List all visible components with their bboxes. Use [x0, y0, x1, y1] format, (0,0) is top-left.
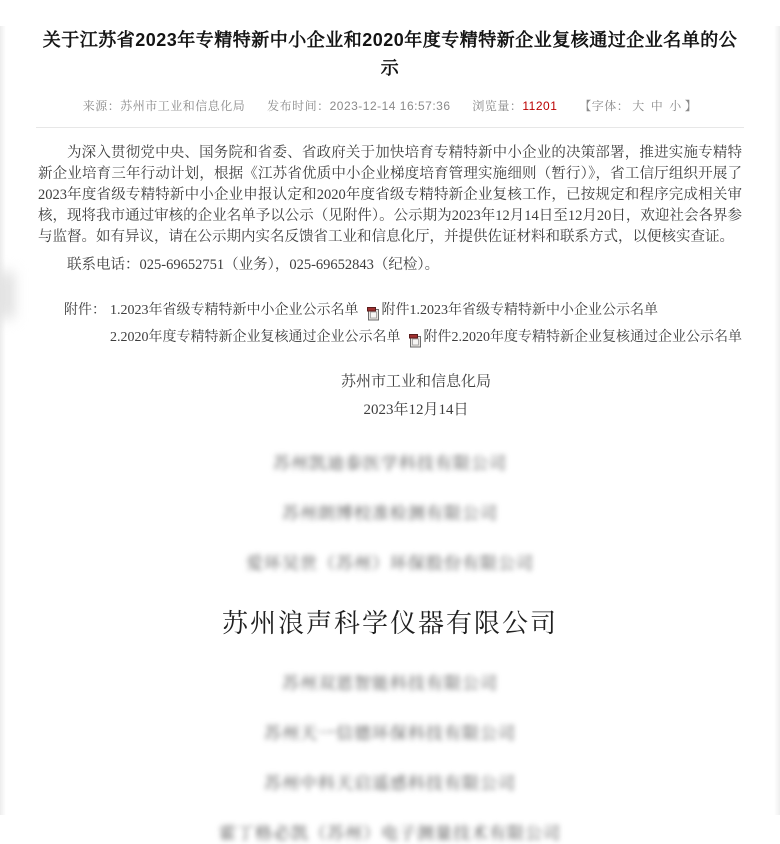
views-segment	[472, 99, 557, 113]
contact-line: 联系电话：025-69652751（业务），025-69652843（纪检）。	[67, 257, 440, 273]
font-size-large-button[interactable]: 大	[632, 99, 645, 113]
pubtime-label: 发布时间：	[267, 99, 330, 113]
company-name-blurred: 霍丁格必凯（苏州）电子测量技术有限公司	[219, 824, 561, 843]
company-name-blurred: 苏州凯迪泰医学科技有限公司	[273, 454, 507, 473]
company-name-blurred: 苏州中科天启遥感科技有限公司	[264, 774, 516, 793]
pubtime-segment	[267, 99, 450, 113]
attachment-row	[64, 324, 744, 351]
announcement-page	[0, 26, 780, 843]
attachment-link[interactable]: 附件1.2023年省级专精特新中小企业公示名单	[381, 303, 658, 318]
attachment-row	[64, 297, 744, 324]
signature-org: 苏州市工业和信息化局	[340, 374, 491, 390]
signature-date: 2023年12月14日	[363, 402, 469, 418]
company-name-blurred: 苏州双恩智能科技有限公司	[282, 674, 498, 693]
archive-file-icon	[367, 304, 380, 318]
font-size-label: 【字体：	[579, 99, 630, 113]
font-size-control	[579, 99, 697, 113]
attachments-label: 附件：	[64, 303, 106, 318]
company-name-blurred: 爱环吴世（苏州）环保股份有限公司	[246, 554, 534, 573]
font-size-label-close: 】	[684, 99, 698, 113]
attachment-name: 2.2020年度专精特新企业复核通过企业公示名单	[110, 330, 401, 345]
signature-block	[62, 368, 770, 424]
views-label: 浏览量：	[472, 99, 523, 113]
source-value: 苏州市工业和信息化局	[120, 99, 246, 113]
font-size-medium-button[interactable]: 中	[650, 99, 664, 113]
attachments-section	[64, 297, 744, 351]
company-name-highlighted: 苏州浪声科学仪器有限公司	[221, 609, 558, 638]
announcement-paragraph: 为深入贯彻党中央、国务院和省委、省政府关于加快培育专精特新中小企业的决策部署，推进实施专精特新企业培育三年行动计划，根据《江苏省优质中小企业梯度培育管理实施细则（暂行）》，省工信厅组织开展了2023年度省级专精特新中小企业申报认定和2020年度省级专精特新企业复核工作，已按规定和程序完成相关审核，现将我市通过审核的企业名单予以公示（见附件）。公示期为2023年12月14日至12月20日，欢迎社会各界参与监督。如有异议，请在公示期内实名反馈省工业和信息化厅，并提供佐证材料和联系方式，以便核实查证。	[38, 145, 742, 245]
archive-file-icon	[409, 331, 422, 345]
attachment-link[interactable]: 附件2.2020年度专精特新企业复核通过企业公示名单	[423, 330, 742, 345]
pubtime-value: 2023-12-14 16:57:36	[329, 99, 451, 113]
company-name-blurred: 苏州天一信德环保科技有限公司	[264, 724, 516, 743]
article-content	[0, 26, 780, 844]
header-divider	[36, 127, 744, 128]
source-segment	[83, 99, 246, 113]
company-name-blurred: 苏州朗博校准检测有限公司	[282, 504, 498, 523]
article-meta	[36, 97, 744, 114]
font-size-small-button[interactable]: 小	[669, 99, 682, 113]
company-list	[36, 449, 744, 844]
views-count: 11201	[522, 99, 558, 113]
source-label: 来源：	[82, 99, 121, 113]
page-title: 关于江苏省2023年专精特新中小企业和2020年度专精特新企业复核通过企业名单的公示	[42, 30, 738, 78]
attachment-name: 1.2023年省级专精特新中小企业公示名单	[110, 303, 359, 318]
